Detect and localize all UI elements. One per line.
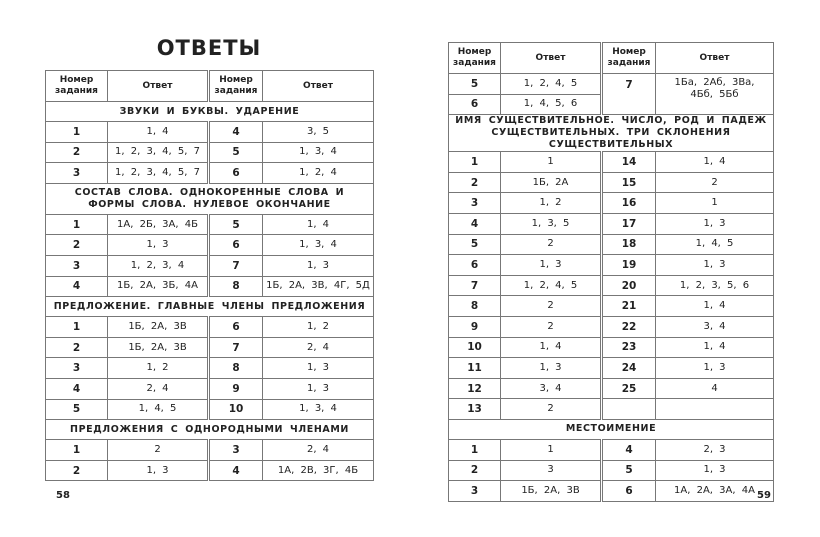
section-title: ПРЕДЛОЖЕНИЕ. ГЛАВНЫЕ ЧЛЕНЫ ПРЕДЛОЖЕНИЯ <box>46 297 374 317</box>
section-title: ЗВУКИ И БУКВЫ. УДАРЕНИЕ <box>46 102 374 122</box>
answer: 1, 3, 4 <box>263 399 374 420</box>
table-row <box>46 276 374 297</box>
header-answer: Ответ <box>108 71 209 102</box>
table-row <box>46 399 374 420</box>
section-title: МЕСТОИМЕНИЕ <box>449 419 774 439</box>
answer: 1, 3 <box>263 255 374 276</box>
task-number: 10 <box>449 337 501 358</box>
answer: 3, 5 <box>263 122 374 143</box>
task-number: 5 <box>209 214 263 235</box>
table-row <box>449 193 774 214</box>
table-row <box>449 358 774 379</box>
task-number: 3 <box>449 481 501 502</box>
answer: 1, 4, 5 <box>108 399 209 420</box>
task-number: 23 <box>602 337 656 358</box>
section-title: ПРЕДЛОЖЕНИЯ С ОДНОРОДНЫМИ ЧЛЕНАМИ <box>46 420 374 440</box>
task-number: 3 <box>46 255 108 276</box>
answer: 1, 3 <box>108 460 209 481</box>
task-number: 4 <box>209 122 263 143</box>
answer: 1, 3, 5 <box>501 213 602 234</box>
task-number: 6 <box>209 163 263 184</box>
task-number: 1 <box>46 214 108 235</box>
answer: 1, 2 <box>108 358 209 379</box>
answer: 1, 2, 4 <box>263 163 374 184</box>
section-header <box>46 420 374 440</box>
task-number: 3 <box>46 163 108 184</box>
table-row <box>449 152 774 173</box>
table-row <box>449 172 774 193</box>
task-number: 2 <box>449 172 501 193</box>
table-row <box>449 399 774 420</box>
section-header <box>46 297 374 317</box>
answer: 1, 3 <box>656 255 774 276</box>
task-number: 4 <box>46 378 108 399</box>
table-row <box>449 296 774 317</box>
table-row <box>449 378 774 399</box>
answer: 1, 4 <box>501 337 602 358</box>
task-number: 9 <box>449 316 501 337</box>
task-number: 17 <box>602 213 656 234</box>
table-row <box>46 337 374 358</box>
task-number: 7 <box>209 255 263 276</box>
task-number: 5 <box>449 74 501 95</box>
task-number: 25 <box>602 378 656 399</box>
task-number: 7 <box>602 74 656 115</box>
answer: 1, 3 <box>656 358 774 379</box>
answer: 1А, 2Б, 3А, 4Б <box>108 214 209 235</box>
answer: 2 <box>501 296 602 317</box>
answer: 1, 2, 3, 4, 5, 7 <box>108 163 209 184</box>
task-number: 1 <box>449 439 501 460</box>
answer: 1, 2 <box>501 193 602 214</box>
answer: 1, 3 <box>501 358 602 379</box>
task-number: 1 <box>46 317 108 338</box>
task-number: 8 <box>209 276 263 297</box>
task-number: 6 <box>449 94 501 115</box>
task-number: 2 <box>46 337 108 358</box>
task-number: 4 <box>209 460 263 481</box>
answer: 1, 3 <box>501 255 602 276</box>
header-task-number: Номер задания <box>46 71 108 102</box>
header-task-number: Номер задания <box>449 43 501 74</box>
task-number: 2 <box>46 460 108 481</box>
answer: 1, 3 <box>656 460 774 481</box>
answer: 1Б, 2А, 3В, 4Г, 5Д <box>263 276 374 297</box>
answer: 1, 4 <box>263 214 374 235</box>
table-row <box>449 337 774 358</box>
task-number: 2 <box>46 235 108 256</box>
table-row <box>449 255 774 276</box>
answer: 3, 4 <box>501 378 602 399</box>
answer: 1 <box>501 152 602 173</box>
task-number: 2 <box>46 142 108 163</box>
task-number: 14 <box>602 152 656 173</box>
answers-table-left <box>45 70 374 481</box>
answer: 2 <box>501 399 602 420</box>
table-row <box>449 234 774 255</box>
answer: 1, 3 <box>263 378 374 399</box>
answer: 1, 2, 3, 4 <box>108 255 209 276</box>
task-number: 4 <box>602 439 656 460</box>
task-number: 8 <box>209 358 263 379</box>
answer: 1, 2 <box>263 317 374 338</box>
answer: 1 <box>656 193 774 214</box>
table-header <box>46 71 374 102</box>
answer: 1Б, 2А, 3В <box>108 337 209 358</box>
task-number: 5 <box>209 142 263 163</box>
task-number: 10 <box>209 399 263 420</box>
answer: 1Б, 2А, 3В <box>501 481 602 502</box>
answer: 3, 4 <box>656 316 774 337</box>
section-header <box>449 419 774 439</box>
table-row <box>449 213 774 234</box>
table-row <box>449 275 774 296</box>
table-row <box>46 142 374 163</box>
page-number-right: 59 <box>757 490 771 501</box>
task-number: 18 <box>602 234 656 255</box>
task-number: 22 <box>602 316 656 337</box>
answer: 1, 3, 4 <box>263 142 374 163</box>
task-number: 21 <box>602 296 656 317</box>
header-task-number: Номер задания <box>602 43 656 74</box>
answer: 4 <box>656 378 774 399</box>
task-number: 6 <box>209 235 263 256</box>
task-number: 20 <box>602 275 656 296</box>
task-number: 1 <box>46 440 108 461</box>
answer: 1, 4, 5 <box>656 234 774 255</box>
answer: 1, 4, 5, 6 <box>501 94 602 115</box>
table-row <box>46 378 374 399</box>
table-row <box>46 317 374 338</box>
answer: 1, 4 <box>108 122 209 143</box>
answer: 2, 3 <box>656 439 774 460</box>
task-number: 4 <box>46 276 108 297</box>
header-answer: Ответ <box>501 43 602 74</box>
task-number: 12 <box>449 378 501 399</box>
task-number: 19 <box>602 255 656 276</box>
answer: 1Б, 2А, 3Б, 4А <box>108 276 209 297</box>
task-number: 5 <box>46 399 108 420</box>
answer: 2, 4 <box>263 337 374 358</box>
header-task-number: Номер задания <box>209 71 263 102</box>
answer: 1Б, 2А, 3В <box>108 317 209 338</box>
page-number-left: 58 <box>56 490 70 501</box>
table-row <box>449 74 774 95</box>
page-title: ОТВЕТЫ <box>156 36 262 60</box>
task-number: 3 <box>449 193 501 214</box>
answer: 3 <box>501 460 602 481</box>
task-number: 11 <box>449 358 501 379</box>
task-number: 13 <box>449 399 501 420</box>
answer: 1 <box>501 439 602 460</box>
task-number: 5 <box>602 460 656 481</box>
task-number: 16 <box>602 193 656 214</box>
answer <box>656 399 774 420</box>
task-number: 2 <box>449 460 501 481</box>
task-number: 6 <box>449 255 501 276</box>
answer: 1Б, 2А <box>501 172 602 193</box>
answer: 1, 4 <box>656 337 774 358</box>
answer: 1Ба, 2Аб, 3Ва, 4Бб, 5Бб <box>656 74 774 115</box>
header-answer: Ответ <box>263 71 374 102</box>
task-number: 7 <box>449 275 501 296</box>
answer: 1, 4 <box>656 296 774 317</box>
answer: 1А, 2А, 3А, 4А <box>656 481 774 502</box>
header-answer: Ответ <box>656 43 774 74</box>
task-number: 6 <box>602 481 656 502</box>
answer: 1, 2, 3, 5, 6 <box>656 275 774 296</box>
table-row <box>449 316 774 337</box>
answer: 2, 4 <box>263 440 374 461</box>
task-number: 4 <box>449 213 501 234</box>
answer: 1, 3 <box>656 213 774 234</box>
table-header <box>449 43 774 74</box>
table-row <box>46 255 374 276</box>
task-number: 1 <box>449 152 501 173</box>
table-row <box>46 460 374 481</box>
table-row <box>449 481 774 502</box>
task-number: 7 <box>209 337 263 358</box>
task-number: 3 <box>46 358 108 379</box>
answer: 2 <box>108 440 209 461</box>
answer: 1, 3 <box>263 358 374 379</box>
answer: 1, 3, 4 <box>263 235 374 256</box>
answer: 1А, 2В, 3Г, 4Б <box>263 460 374 481</box>
answer: 2 <box>656 172 774 193</box>
section-header <box>46 183 374 214</box>
task-number <box>602 399 656 420</box>
task-number: 6 <box>209 317 263 338</box>
task-number: 8 <box>449 296 501 317</box>
task-number: 3 <box>209 440 263 461</box>
answer: 1, 2, 3, 4, 5, 7 <box>108 142 209 163</box>
answer: 2 <box>501 234 602 255</box>
table-row <box>46 163 374 184</box>
answer: 1, 2, 4, 5 <box>501 74 602 95</box>
task-number: 9 <box>209 378 263 399</box>
table-row <box>46 358 374 379</box>
task-number: 1 <box>46 122 108 143</box>
table-row <box>46 235 374 256</box>
section-title: СОСТАВ СЛОВА. ОДНОКОРЕННЫЕ СЛОВА И ФОРМЫ СЛОВА. НУЛЕВОЕ ОКОНЧАНИЕ <box>46 183 374 214</box>
section-header <box>46 102 374 122</box>
table-row <box>46 214 374 235</box>
task-number: 24 <box>602 358 656 379</box>
answer: 1, 4 <box>656 152 774 173</box>
table-row <box>46 122 374 143</box>
answers-table-right <box>448 42 774 502</box>
answer: 1, 2, 4, 5 <box>501 275 602 296</box>
section-header <box>449 115 774 152</box>
table-row <box>46 440 374 461</box>
answer: 1, 3 <box>108 235 209 256</box>
section-title: ИМЯ СУЩЕСТВИТЕЛЬНОЕ. ЧИСЛО, РОД И ПАДЕЖ СУЩЕСТВИТЕЛЬНЫХ. ТРИ СКЛОНЕНИЯ СУЩЕСТВИТЕЛЬНЫХ <box>449 115 774 152</box>
table-row <box>449 460 774 481</box>
task-number: 5 <box>449 234 501 255</box>
answer: 2, 4 <box>108 378 209 399</box>
table-row <box>449 439 774 460</box>
answer: 2 <box>501 316 602 337</box>
task-number: 15 <box>602 172 656 193</box>
